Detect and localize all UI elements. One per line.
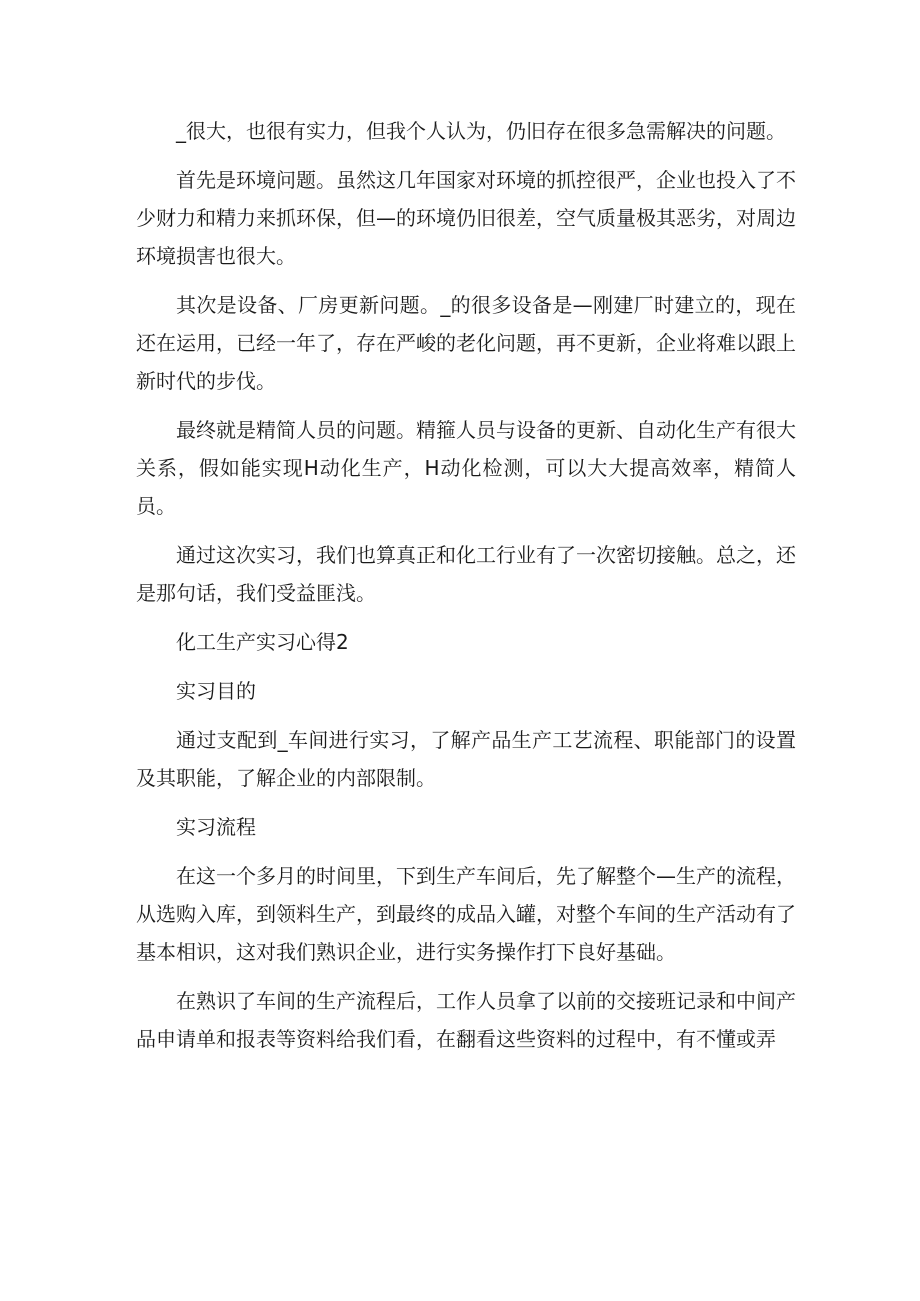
paragraph: _很大，也很有实力，但我个人认为，仍旧存在很多急需解决的问题。: [176, 119, 786, 143]
section-title: 化工生产实习心得2: [176, 630, 349, 654]
paragraph: 在熟识了车间的生产流程后，工作人员拿了以前的交接班记录和中间产品申请单和报表等资料给我们看，在翻看这些资料的过程中，有不懂或弄: [136, 989, 796, 1051]
section-heading: 实习流程: [176, 815, 256, 839]
paragraph: 首先是环境问题。虽然这几年国家对环境的抓控很严，企业也投入了不少财力和精力来抓环保，但—的环境仍旧很差，空气质量极其恶劣，对周边环境损害也很大。: [136, 168, 796, 268]
paragraph: 最终就是精简人员的问题。精箍人员与设备的更新、自动化生产有很大关系，假如能实现H动化生产，H动化检测，可以大大提高效率，精简人员。: [136, 418, 796, 518]
paragraph: 通过支配到_车间进行实习，了解产品生产工艺流程、职能部门的设置及其职能，了解企业的内部限制。: [136, 728, 796, 790]
section-heading: 实习目的: [176, 679, 256, 703]
paragraph: 通过这次实习，我们也算真正和化工行业有了一次密切接触。总之，还是那句话，我们受益匪浅。: [136, 543, 796, 605]
document-body: [136, 112, 796, 1069]
paragraph: 在这一个多月的时间里，下到生产车间后，先了解整个—生产的流程，从选购入库，到领料生产，到最终的成品入罐，对整个车间的生产活动有了基本相识，这对我们熟识企业，进行实务操作打下良好基础。: [136, 864, 796, 964]
paragraph: 其次是设备、厂房更新问题。_的很多设备是—刚建厂时建立的，现在还在运用，已经一年了，存在严峻的老化问题，再不更新，企业将难以跟上新时代的步伐。: [136, 293, 796, 393]
